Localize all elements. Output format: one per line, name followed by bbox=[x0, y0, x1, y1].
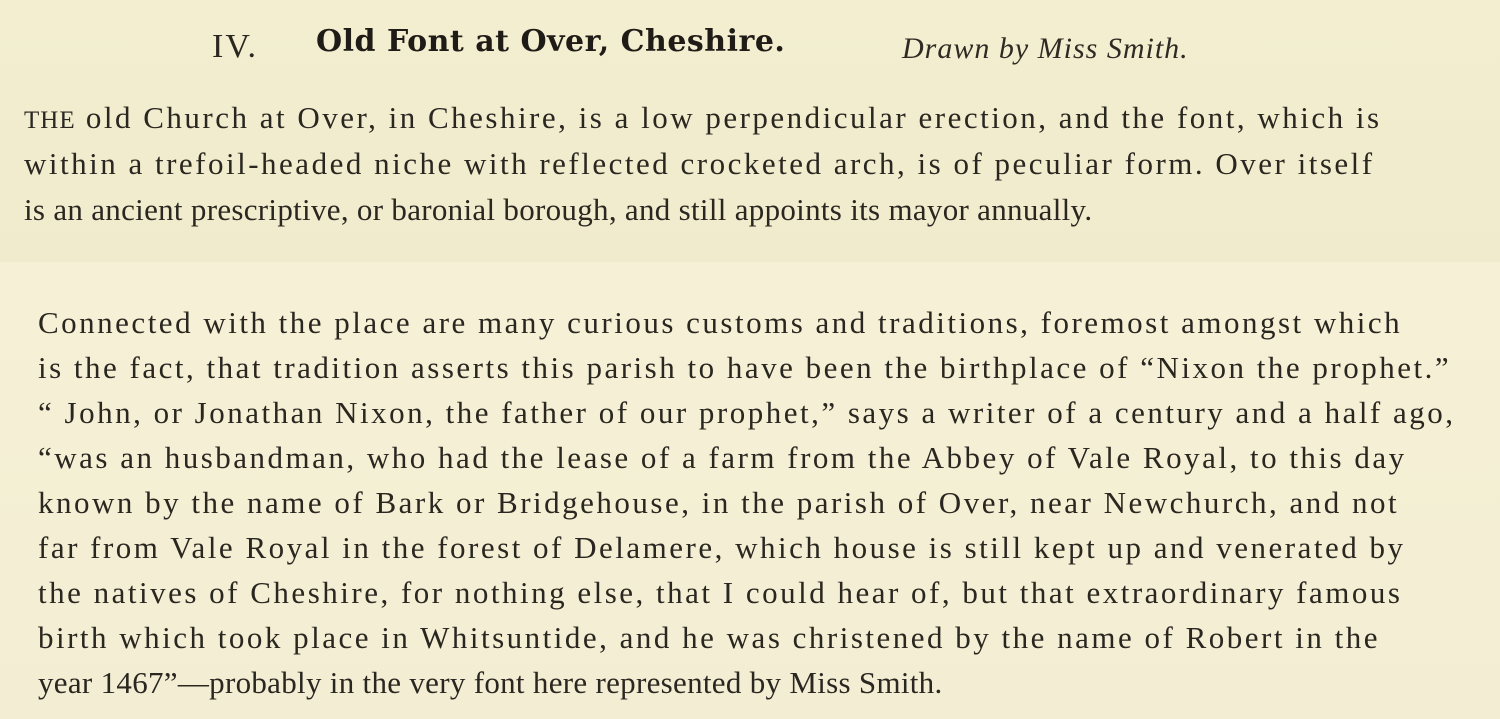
paragraph-line: is an ancient prescriptive, or baronial borough, and still appoints its mayor annually. bbox=[24, 192, 1093, 227]
paragraph-line: the natives of Cheshire, for nothing else, that I could hear of, but that extraordinary famous bbox=[38, 575, 1403, 610]
paragraph-line: within a trefoil-headed niche with reflected crocketed arch, is of peculiar form. Over itself bbox=[24, 146, 1375, 181]
paragraph-line: is the fact, that tradition asserts this parish to have been the birthplace of “Nixon the prophet.” bbox=[38, 350, 1452, 385]
paragraph-line: “was an husbandman, who had the lease of a farm from the Abbey of Vale Royal, to this day bbox=[38, 440, 1407, 475]
plate-number: IV. bbox=[212, 28, 258, 65]
paragraph-line: “ John, or Jonathan Nixon, the father of our prophet,” says a writer of a century and a half ago, bbox=[38, 395, 1456, 430]
paragraph-line: far from Vale Royal in the forest of Delamere, which house is still kept up and venerated by bbox=[38, 530, 1406, 565]
paragraph-line: year 1467”—probably in the very font here represented by Miss Smith. bbox=[38, 665, 943, 700]
plate-credit: Drawn by Miss Smith. bbox=[902, 32, 1189, 65]
plate-heading bbox=[0, 22, 1500, 82]
paragraph-line-text: old Church at Over, in Cheshire, is a low perpendicular erection, and the font, which is bbox=[75, 100, 1382, 135]
lead-small-caps: THE bbox=[24, 107, 76, 134]
paragraph-line: known by the name of Bark or Bridgehouse, in the parish of Over, near Newchurch, and not bbox=[38, 485, 1400, 520]
paragraph-line: birth which took place in Whitsuntide, and he was christened by the name of Robert in the bbox=[38, 620, 1380, 655]
paragraph-line bbox=[24, 100, 1382, 136]
plate-title: Old Font at Over, Cheshire. bbox=[316, 24, 786, 59]
paragraph-line: Connected with the place are many curious customs and traditions, foremost amongst which bbox=[38, 305, 1403, 340]
